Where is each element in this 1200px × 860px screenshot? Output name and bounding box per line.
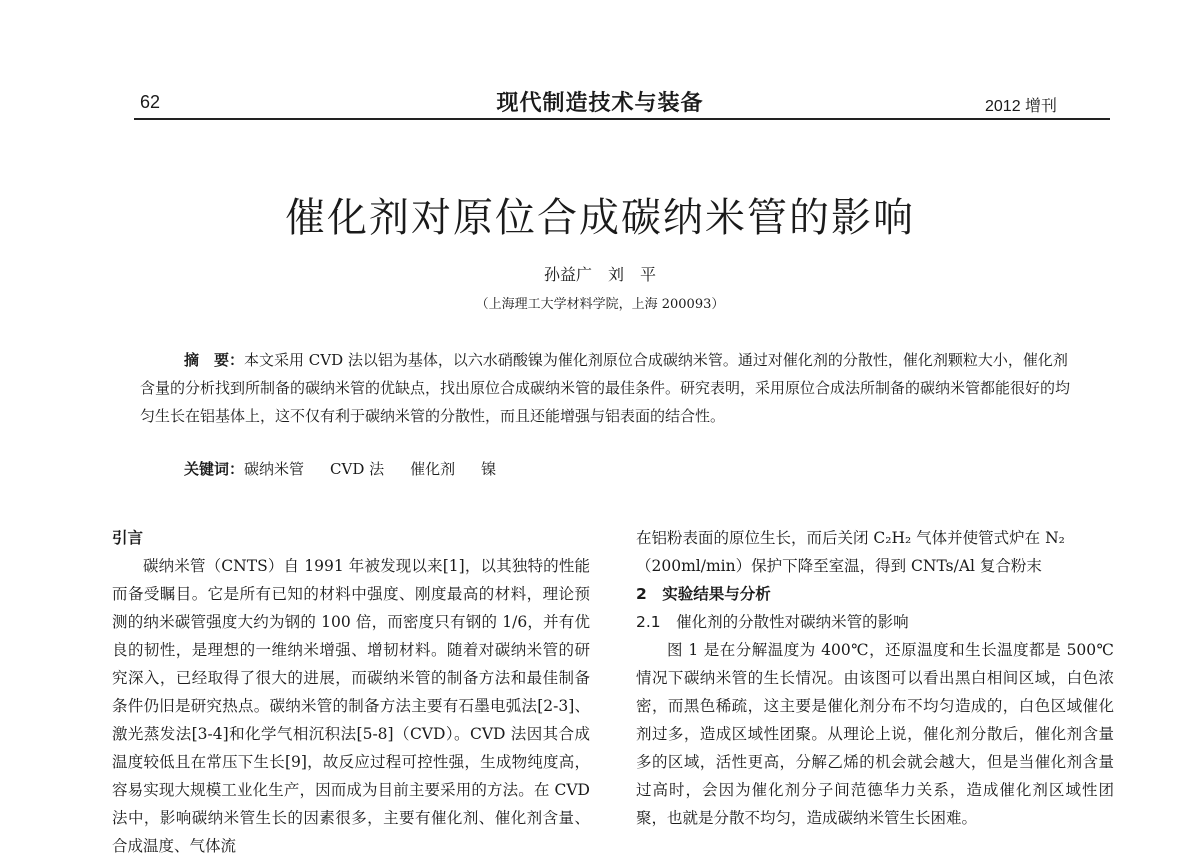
keyword: 镍: [481, 460, 497, 478]
page-number: 62: [140, 92, 161, 112]
header-rule: [134, 118, 1110, 120]
subsection-heading: 2.1 催化剂的分散性对碳纳米管的影响: [636, 613, 909, 631]
abstract: [140, 346, 1080, 430]
abstract-text: 本文采用 CVD 法以铝为基体，以六水硝酸镍为催化剂原位合成碳纳米管。通过对催化剂的分散性，催化剂颗粒大小，催化剂含量的分析找到所制备的碳纳米管的优缺点，找出原位合成碳纳米管的最佳条件。研究表明，采用原位合成法所制备的碳纳米管都能很好的均匀生长在铝基体上，这不仅有利于碳纳米管的分散性，而且还能增强与铝表面的结合性。: [140, 351, 1071, 425]
issue-label: 2012 增刊: [985, 98, 1058, 115]
authors: 孙益广 刘 平: [543, 265, 656, 284]
affiliation: （上海理工大学材料学院，上海 200093）: [475, 297, 725, 312]
right-column: [636, 524, 1114, 832]
left-column: [112, 524, 590, 860]
keyword: 催化剂: [410, 460, 456, 478]
body-line: （200ml/min）保护下降至室温，得到 CNTs/Al 复合粉末: [636, 557, 1042, 575]
intro-paragraph: 碳纳米管（CNTS）自 1991 年被发现以来[1]，以其独特的性能而备受瞩目。它是所有已知的材料中强度、刚度最高的材料，理论预测的纳米碳管强度大约为钢的 100 倍，而密度只有钢的 1/6，并有优良的韧性，是理想的一维纳米增强、增韧材料。随着对碳纳米管的研究深入，已经取得了很大的进展，而碳纳米管的制备方法和最佳制备条件仍旧是研究热点。碳纳米管的制备方法主要有石墨电弧法[2-3]、激光蒸发法[3-4]和化学气相沉积法[5-8]（CVD）。CVD 法因其合成温度较低且在常压下生长[9]，故反应过程可控性强，生成物纯度高，容易实现大规模工业化生产，因而成为目前主要采用的方法。在 CVD 法中，影响碳纳米管生长的因素很多，主要有催化剂、催化剂含量、合成温度、气体流: [112, 557, 590, 855]
body-line: 在铝粉表面的原位生长，而后关闭 C₂H₂ 气体并使管式炉在 N₂: [636, 529, 1065, 547]
section-heading-results: 2 实验结果与分析: [636, 585, 771, 603]
journal-name: 现代制造技术与装备: [496, 91, 704, 116]
keywords: [184, 458, 522, 479]
keywords-label: 关键词：: [184, 460, 245, 478]
keyword: CVD 法: [330, 460, 385, 478]
section-heading-intro: 引言: [112, 529, 144, 547]
abstract-label: 摘 要：: [184, 351, 245, 369]
article-title: 催化剂对原位合成碳纳米管的影响: [285, 195, 915, 241]
keyword: 碳纳米管: [244, 460, 305, 478]
results-paragraph: 图 1 是在分解温度为 400℃，还原温度和生长温度都是 500℃情况下碳纳米管的生长情况。由该图可以看出黑白相间区域，白色浓密，而黑色稀疏，这主要是催化剂分布不均匀造成的，白色区域催化剂过多，造成区域性团聚。从理论上说，催化剂分散后，催化剂含量多的区域，活性更高，分解乙烯的机会就会越大，但是当催化剂含量过高时，会因为催化剂分子间范德华力关系，造成催化剂区域性团聚，也就是分散不均匀，造成碳纳米管生长困难。: [636, 641, 1114, 827]
